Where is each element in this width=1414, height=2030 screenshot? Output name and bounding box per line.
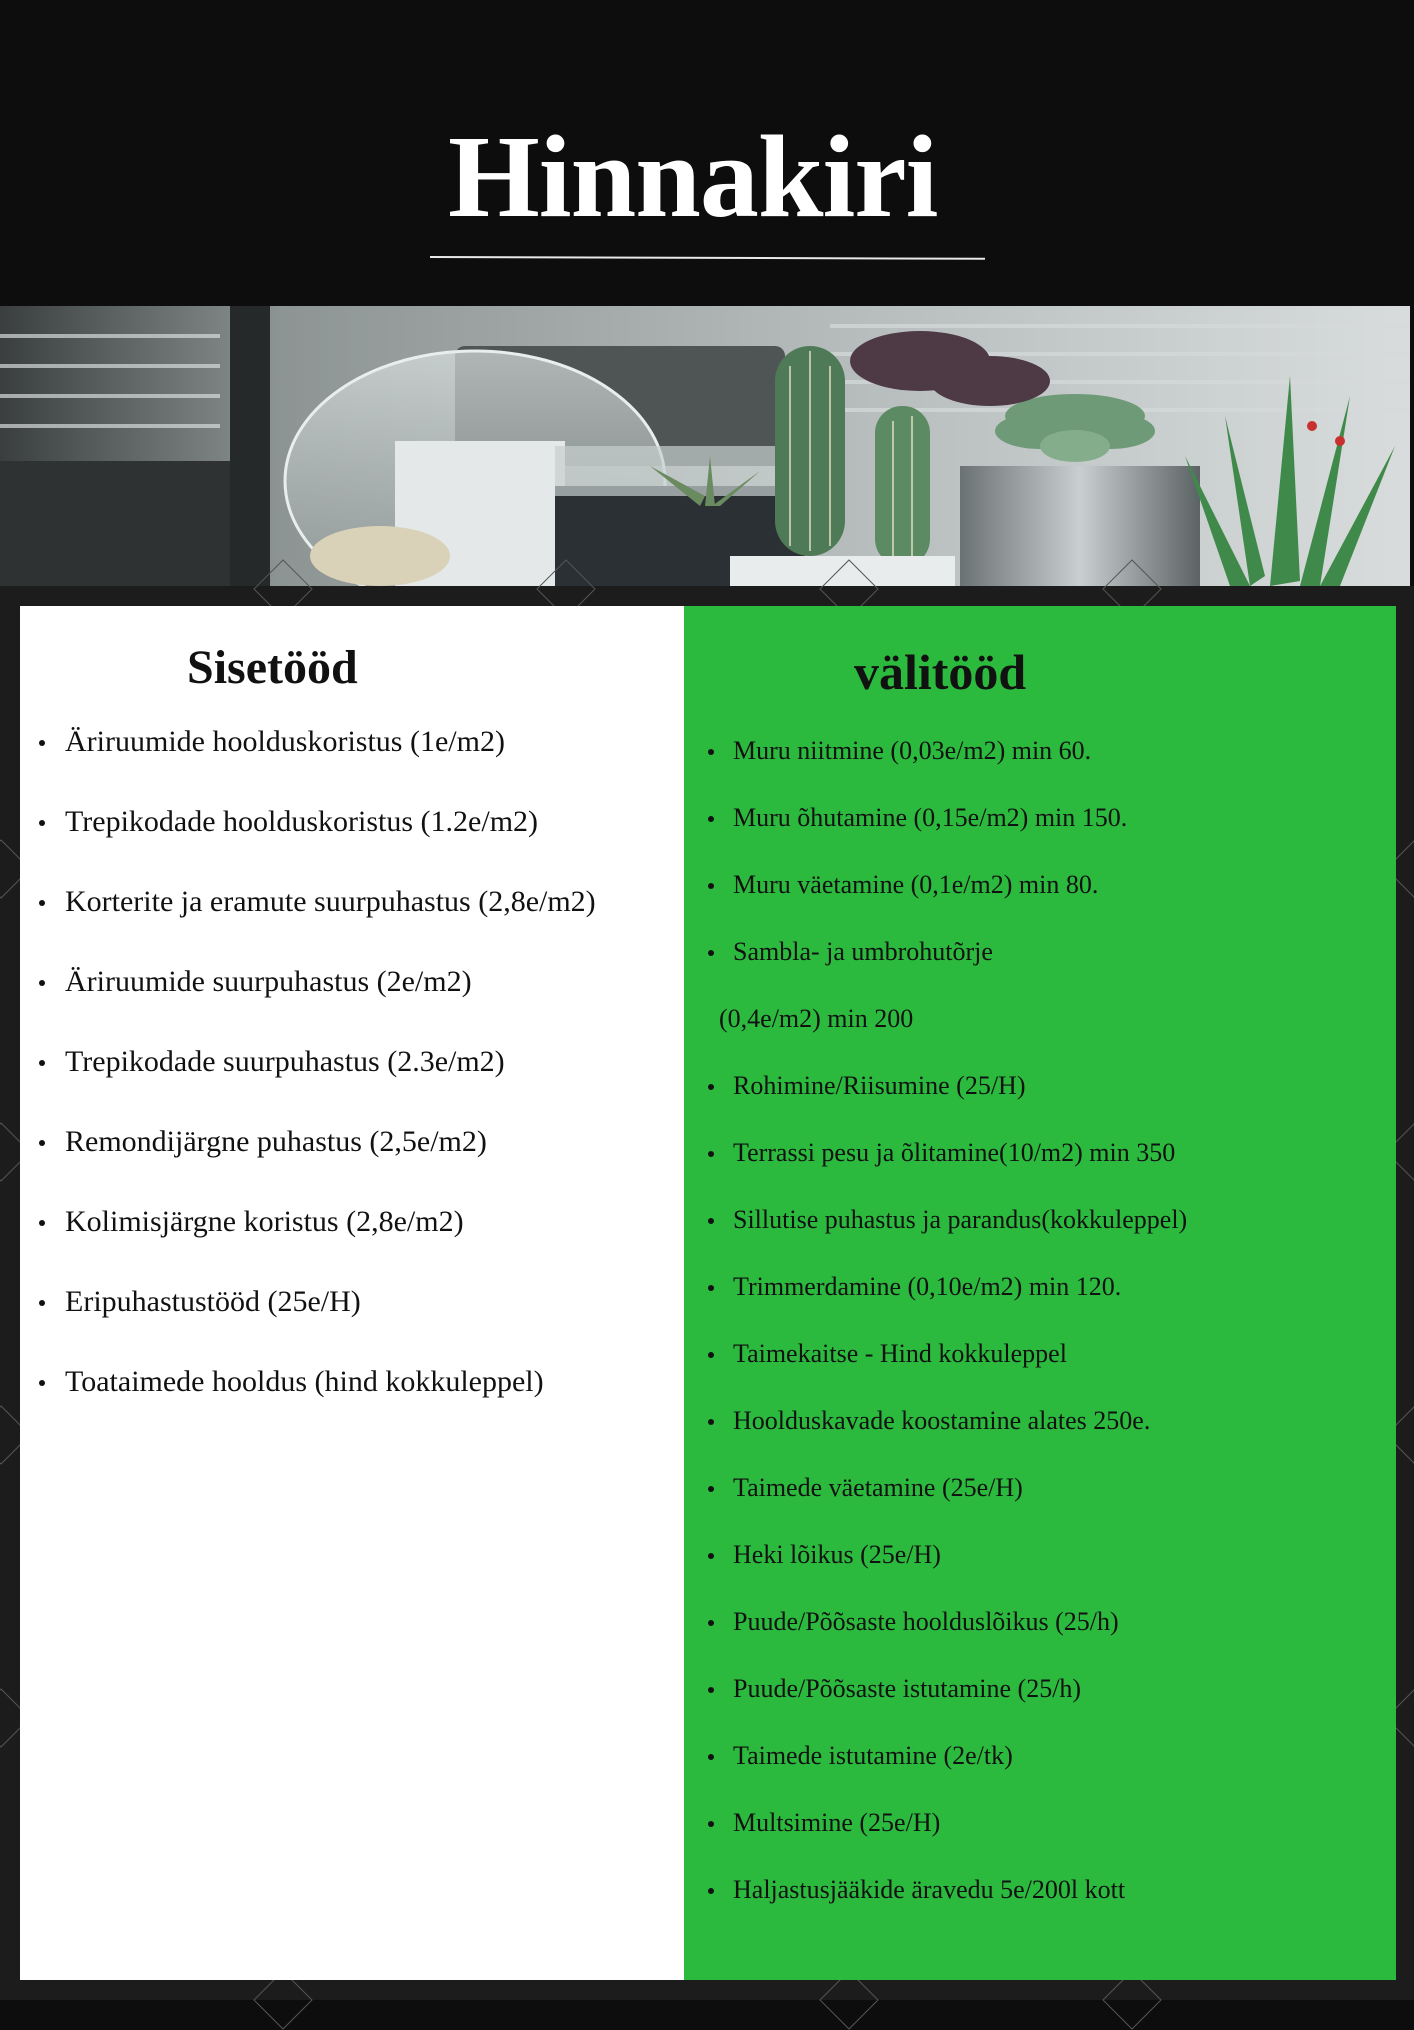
list-item: Sillutise puhastus ja parandus(kokkuleppel) xyxy=(700,1205,1187,1272)
list-item: Muru väetamine (0,1e/m2) min 80. xyxy=(700,870,1187,937)
list-item: Heki lõikus (25e/H) xyxy=(700,1540,1187,1607)
list-item: Korterite ja eramute suurpuhastus (2,8e/m2) xyxy=(32,884,596,964)
list-item: Haljastusjääkide äravedu 5e/200l kott xyxy=(700,1875,1187,1942)
list-item: Taimede väetamine (25e/H) xyxy=(700,1473,1187,1540)
indoor-price-list xyxy=(32,724,596,1444)
outdoor-heading: välitööd xyxy=(854,644,1027,700)
list-item: Sambla- ja umbrohutõrje xyxy=(700,937,1187,1004)
list-item: Taimede istutamine (2e/tk) xyxy=(700,1741,1187,1808)
list-item: Remondijärgne puhastus (2,5e/m2) xyxy=(32,1124,596,1204)
list-item: Äriruumide hoolduskoristus (1e/m2) xyxy=(32,724,596,804)
page-title: Hinnakiri xyxy=(448,111,938,242)
list-item: Toataimede hooldus (hind kokkuleppel) xyxy=(32,1364,596,1444)
list-item: Taimekaitse - Hind kokkuleppel xyxy=(700,1339,1187,1406)
list-item: Terrassi pesu ja õlitamine(10/m2) min 350 xyxy=(700,1138,1187,1205)
list-item: Hoolduskavade koostamine alates 250e. xyxy=(700,1406,1187,1473)
list-item-continuation: (0,4e/m2) min 200 xyxy=(719,1004,914,1033)
header xyxy=(0,0,1414,306)
list-item: Muru õhutamine (0,15e/m2) min 150. xyxy=(700,803,1187,870)
list-item: Äriruumide suurpuhastus (2e/m2) xyxy=(32,964,596,1044)
banner-image xyxy=(0,306,1410,586)
plants-photo xyxy=(0,306,1410,586)
list-item: Trimmerdamine (0,10e/m2) min 120. xyxy=(700,1272,1187,1339)
title-underline xyxy=(430,256,985,260)
list-item: Muru niitmine (0,03e/m2) min 60. xyxy=(700,736,1187,803)
outdoor-price-list xyxy=(700,736,1187,1942)
list-item: Puude/Põõsaste hoolduslõikus (25/h) xyxy=(700,1607,1187,1674)
indoor-column xyxy=(20,606,684,1980)
list-item: Rohimine/Riisumine (25/H) xyxy=(700,1071,1187,1138)
list-item: Trepikodade hoolduskoristus (1.2e/m2) xyxy=(32,804,596,884)
list-item: Multsimine (25e/H) xyxy=(700,1808,1187,1875)
indoor-heading: Sisetööd xyxy=(187,641,358,694)
list-item: Kolimisjärgne koristus (2,8e/m2) xyxy=(32,1204,596,1284)
list-item: Puude/Põõsaste istutamine (25/h) xyxy=(700,1674,1187,1741)
outdoor-column xyxy=(684,606,1396,1980)
list-item: Eripuhastustööd (25e/H) xyxy=(32,1284,596,1364)
list-item: Trepikodade suurpuhastus (2.3e/m2) xyxy=(32,1044,596,1124)
